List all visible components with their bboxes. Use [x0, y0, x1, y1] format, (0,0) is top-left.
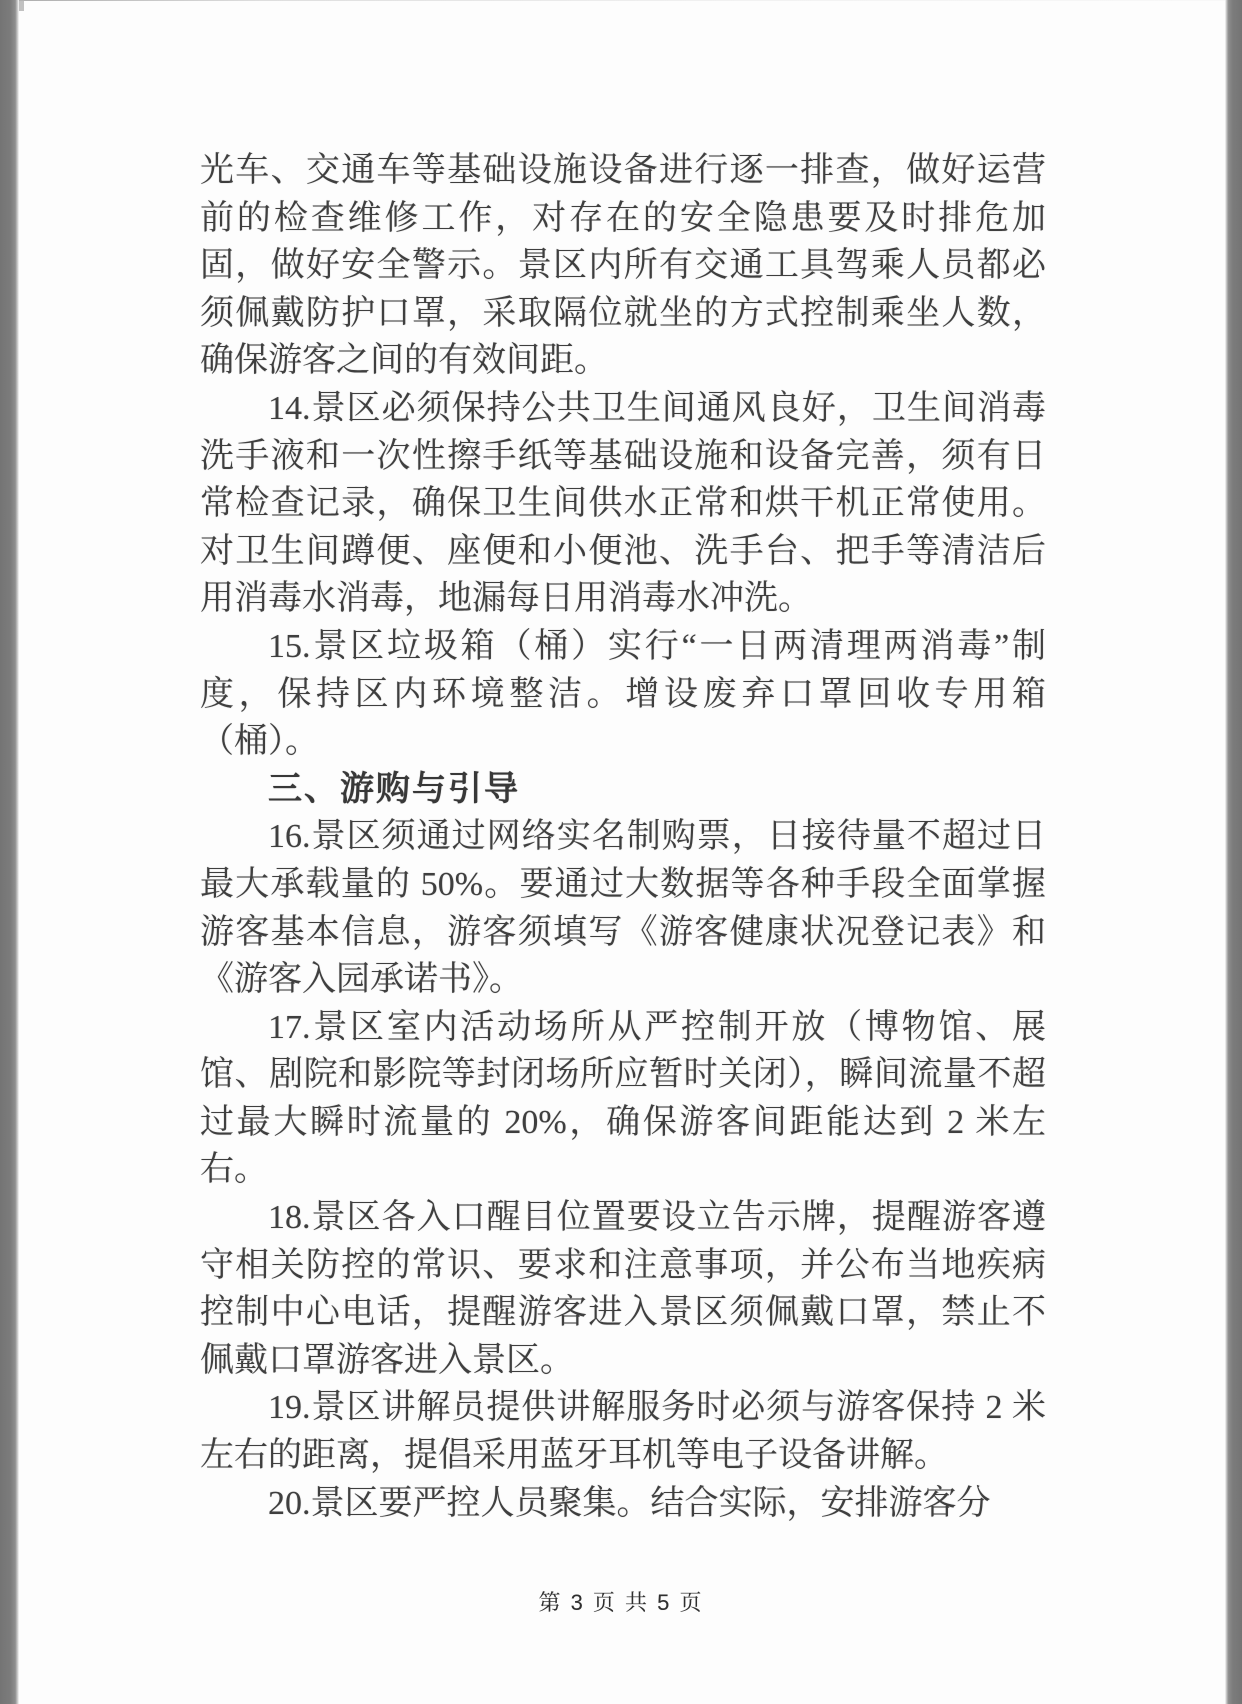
paragraph-item-17: 17.景区室内活动场所从严控制开放（博物馆、展馆、剧院和影院等封闭场所应暂时关闭），瞬间流量不超过最大瞬时流量的 20%，确保游客间距能达到 2 米左右。 — [200, 1008, 1046, 1189]
scan-artifact-top-line — [19, 0, 1225, 1]
paragraph-continuation: 光车、交通车等基础设施设备进行逐一排查，做好运营前的检查维修工作，对存在的安全隐患要及时排危加固，做好安全警示。景区内所有交通工具驾乘人员都必须佩戴防护口罩，采取隔位就坐的方式控制乘坐人数，确保游客之间的有效间距。 — [200, 152, 1046, 380]
paragraph-item-19: 19.景区讲解员提供讲解服务时必须与游客保持 2 米左右的距离，提倡采用蓝牙耳机等电子设备讲解。 — [200, 1389, 1046, 1475]
page-number-footer: 第 3 页 共 5 页 — [538, 1590, 704, 1615]
paragraph-item-16: 16.景区须通过网络实名制购票，日接待量不超过日最大承载量的 50%。要通过大数据等各种手段全面掌握游客基本信息，游客须填写《游客健康状况登记表》和《游客入园承诺书》。 — [200, 818, 1046, 999]
paragraph-item-15: 15.景区垃圾箱（桶）实行“一日两清理两消毒”制度，保持区内环境整洁。增设废弃口罩回收专用箱（桶）。 — [200, 627, 1046, 761]
scan-artifact-corner-mark — [19, 0, 24, 11]
left-edge-shadow — [0, 0, 19, 1704]
section-heading: 三、游购与引导 — [268, 769, 520, 808]
paragraph-item-20: 20.景区要严控人员聚集。结合实际，安排游客分 — [268, 1484, 991, 1522]
paragraph-item-14: 14.景区必须保持公共卫生间通风良好，卫生间消毒洗手液和一次性擦手纸等基础设施和设备完善，须有日常检查记录，确保卫生间供水正常和烘干机正常使用。对卫生间蹲便、座便和小便池、洗手台、把手等清洁后用消毒水消毒，地漏每日用消毒水冲洗。 — [200, 389, 1046, 618]
document-body — [200, 147, 1046, 1527]
right-edge-shadow — [1225, 0, 1242, 1704]
paragraph-item-18: 18.景区各入口醒目位置要设立告示牌，提醒游客遵守相关防控的常识、要求和注意事项，并公布当地疾病控制中心电话，提醒游客进入景区须佩戴口罩，禁止不佩戴口罩游客进入景区。 — [200, 1199, 1046, 1379]
